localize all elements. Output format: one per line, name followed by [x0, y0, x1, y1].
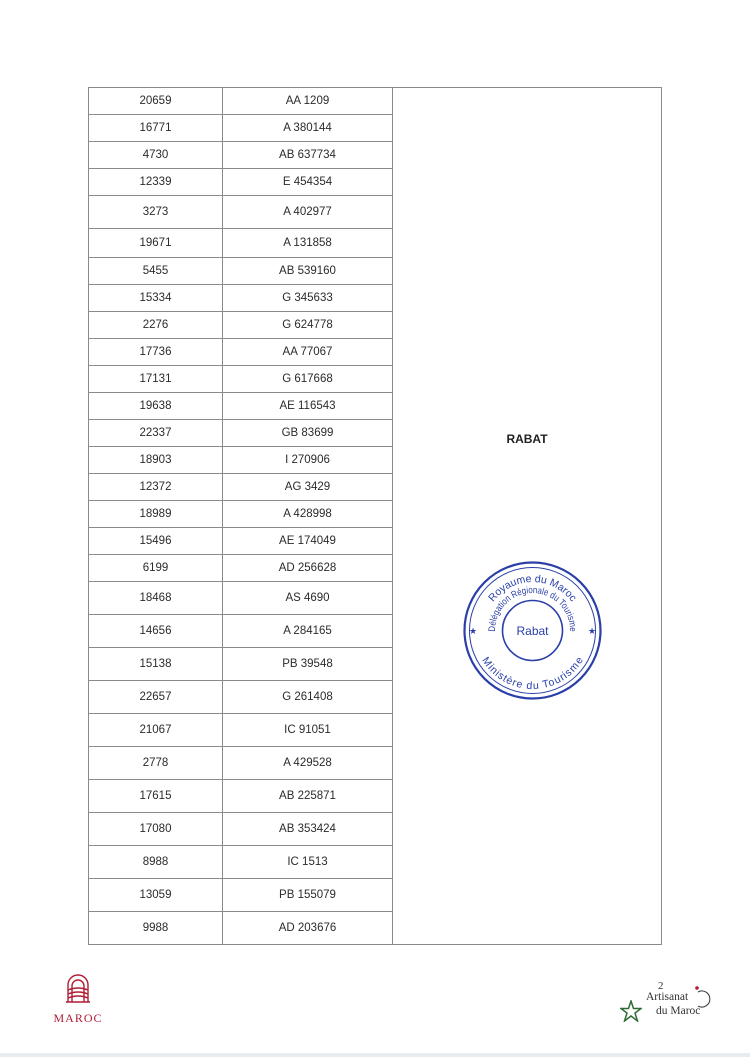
record-number-cell: 15138 — [89, 648, 223, 681]
record-id-cell: A 131858 — [223, 229, 393, 258]
record-number-cell: 16771 — [89, 115, 223, 142]
record-id-cell: A 428998 — [223, 501, 393, 528]
page-number: 2 — [658, 980, 664, 992]
record-number-cell: 14656 — [89, 615, 223, 648]
maroc-emblem-icon — [63, 972, 93, 1004]
stamp-star-right-icon: ★ — [588, 626, 597, 636]
stamp-middle-text: Délégation Régionale du Tourisme — [486, 584, 579, 633]
record-number-cell: 17080 — [89, 813, 223, 846]
record-id-cell: AD 256628 — [223, 555, 393, 582]
artisanat-logo — [618, 980, 718, 1030]
record-number-cell: 2276 — [89, 312, 223, 339]
record-id-cell: G 624778 — [223, 312, 393, 339]
record-id-cell: A 380144 — [223, 115, 393, 142]
record-id-cell: AA 1209 — [223, 88, 393, 115]
maroc-logo-text: MAROC — [53, 1011, 103, 1025]
table-row — [89, 88, 662, 115]
record-id-cell: AB 353424 — [223, 813, 393, 846]
record-id-cell: IC 1513 — [223, 846, 393, 879]
record-id-cell: PB 39548 — [223, 648, 393, 681]
record-id-cell: G 261408 — [223, 681, 393, 714]
record-id-cell: GB 83699 — [223, 420, 393, 447]
record-number-cell: 19671 — [89, 229, 223, 258]
record-number-cell: 22657 — [89, 681, 223, 714]
record-id-cell: AB 637734 — [223, 142, 393, 169]
record-id-cell: AE 116543 — [223, 393, 393, 420]
stamp-bottom-text: Ministère du Tourisme — [479, 654, 586, 693]
record-id-cell: G 345633 — [223, 285, 393, 312]
record-number-cell: 15334 — [89, 285, 223, 312]
record-id-cell: AD 203676 — [223, 912, 393, 945]
record-number-cell: 9988 — [89, 912, 223, 945]
record-number-cell: 17736 — [89, 339, 223, 366]
city-cell — [393, 88, 662, 945]
record-number-cell: 18468 — [89, 582, 223, 615]
record-number-cell: 22337 — [89, 420, 223, 447]
record-id-cell: A 402977 — [223, 196, 393, 229]
record-id-cell: AE 174049 — [223, 528, 393, 555]
record-number-cell: 5455 — [89, 258, 223, 285]
record-id-cell: I 270906 — [223, 447, 393, 474]
record-number-cell: 21067 — [89, 714, 223, 747]
record-number-cell: 4730 — [89, 142, 223, 169]
stamp-star-left-icon: ★ — [469, 626, 478, 636]
stamp-center-text: Rabat — [516, 624, 549, 638]
page-bottom-edge — [0, 1053, 750, 1057]
record-number-cell: 20659 — [89, 88, 223, 115]
record-number-cell: 18989 — [89, 501, 223, 528]
record-id-cell: AS 4690 — [223, 582, 393, 615]
record-number-cell: 3273 — [89, 196, 223, 229]
record-id-cell: E 454354 — [223, 169, 393, 196]
artisanat-logo-line1: Artisanat — [646, 991, 689, 1003]
records-table — [88, 87, 662, 945]
record-number-cell: 18903 — [89, 447, 223, 474]
maroc-logo — [48, 972, 108, 1030]
record-number-cell: 17131 — [89, 366, 223, 393]
star-icon — [620, 1000, 642, 1022]
record-id-cell: A 429528 — [223, 747, 393, 780]
city-label: RABAT — [506, 432, 548, 446]
record-id-cell: AB 539160 — [223, 258, 393, 285]
record-id-cell: PB 155079 — [223, 879, 393, 912]
record-number-cell: 12339 — [89, 169, 223, 196]
official-stamp — [460, 558, 605, 703]
record-number-cell: 15496 — [89, 528, 223, 555]
record-number-cell: 6199 — [89, 555, 223, 582]
record-number-cell: 12372 — [89, 474, 223, 501]
record-number-cell: 2778 — [89, 747, 223, 780]
record-number-cell: 17615 — [89, 780, 223, 813]
record-number-cell: 19638 — [89, 393, 223, 420]
record-id-cell: G 617668 — [223, 366, 393, 393]
record-id-cell: AB 225871 — [223, 780, 393, 813]
stamp-top-text: Royaume du Maroc — [486, 572, 579, 605]
record-id-cell: IC 91051 — [223, 714, 393, 747]
record-id-cell: AA 77067 — [223, 339, 393, 366]
record-id-cell: AG 3429 — [223, 474, 393, 501]
record-number-cell: 13059 — [89, 879, 223, 912]
record-id-cell: A 284165 — [223, 615, 393, 648]
record-number-cell: 8988 — [89, 846, 223, 879]
artisanat-logo-line2: du Maroc — [656, 1005, 701, 1017]
